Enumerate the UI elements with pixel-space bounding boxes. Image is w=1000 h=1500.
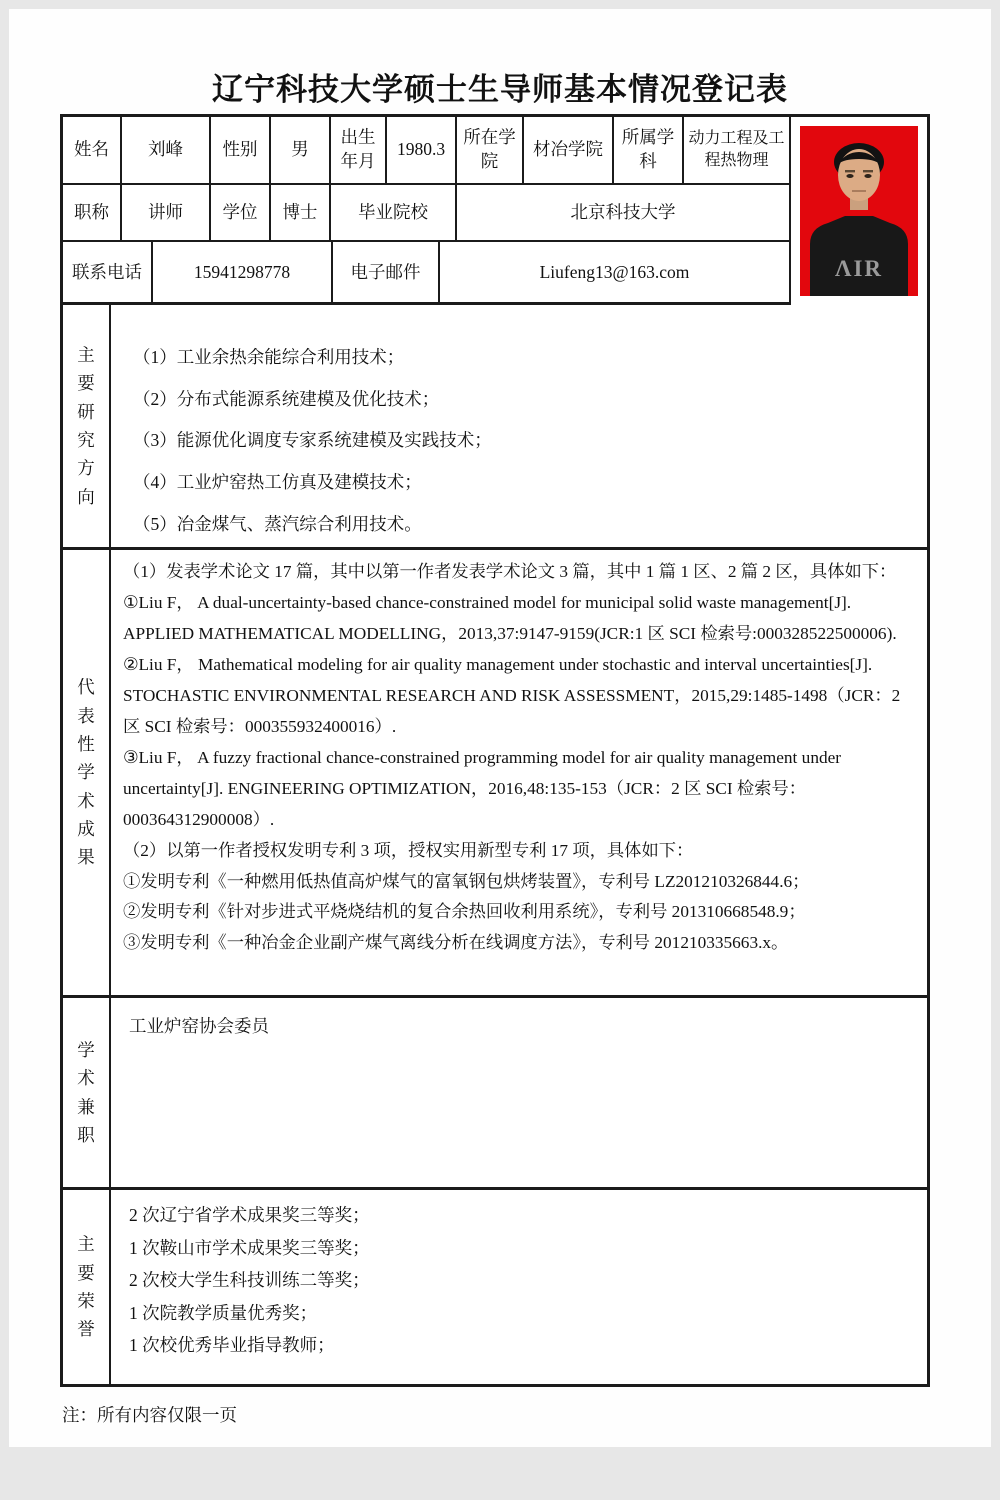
name-value: 刘峰 xyxy=(122,117,211,183)
achievement-paragraph: ①Liu F， A dual-uncertainty-based chance-constrained model for municipal solid waste management[J]. APPLIED MATHEMATICAL MODELLING，2013,37:9147-9159(JCR:1 区 SCI 检索号:000328522500006). xyxy=(123,592,897,643)
section-main-honors xyxy=(63,1190,927,1384)
prof-title-label: 职称 xyxy=(63,185,122,240)
positions-content xyxy=(111,998,927,1187)
name-label: 姓名 xyxy=(63,117,122,183)
school-label: 毕业院校 xyxy=(331,185,457,240)
email-value: Liufeng13@163.com xyxy=(539,261,690,282)
degree-value: 博士 xyxy=(271,185,331,240)
phone-value: 15941298778 xyxy=(153,242,333,303)
research-content xyxy=(111,305,927,547)
page-title: 辽宁科技大学硕士生导师基本情况登记表 xyxy=(212,72,788,107)
college-value: 材冶学院 xyxy=(524,117,614,183)
supervisor-form-table xyxy=(60,114,930,1387)
gender-label: 性别 xyxy=(211,117,271,183)
position-line: 工业炉窑协会委员 xyxy=(129,1016,269,1036)
achievement-paragraph: ③发明专利《一种冶金企业副产煤气离线分析在线调度方法》，专利号 201210335663.x。 xyxy=(123,933,789,953)
achievements-content xyxy=(111,550,927,995)
birth-label: 出生年月 xyxy=(331,117,387,183)
achievements-section-label: 代表性学术成果 xyxy=(77,677,95,868)
id-photo xyxy=(800,126,918,296)
research-line: （3）能源优化调度专家系统建模及实践技术； xyxy=(133,430,492,451)
header-row-title xyxy=(63,185,789,242)
header-row-contact xyxy=(63,242,789,303)
form-sheet xyxy=(9,9,991,1447)
achievement-paragraph: ②发明专利《针对步进式平烧烧结机的复合余热回收利用系统》，专利号 201310668548.9； xyxy=(123,902,806,922)
phone-label: 联系电话 xyxy=(63,242,153,303)
footer-note: 注：所有内容仅限一页 xyxy=(62,1405,237,1425)
school-value: 北京科技大学 xyxy=(570,201,676,222)
honors-content xyxy=(111,1190,927,1384)
research-section-label: 主要研究方向 xyxy=(77,344,95,507)
achievement-paragraph: ③Liu F， A fuzzy fractional chance-constrained programming model for air quality management under uncertainty[J]. ENGINEERING OPTIMIZATION，2016,48:135-153（JCR：2 区 SCI 检索号：000364312900008）. xyxy=(123,747,842,829)
prof-title-value: 讲师 xyxy=(122,185,211,240)
achievement-paragraph: ①发明专利《一种燃用低热值高炉煤气的富氧钢包烘烤装置》，专利号 LZ201210326844.6； xyxy=(123,871,810,891)
college-label: 所在学院 xyxy=(457,117,524,183)
achievement-paragraph: ②Liu F， Mathematical modeling for air quality management under stochastic and interval uncertainties[J]. STOCHASTIC ENVIRONMENTAL RESEARCH AND RISK ASSESSMENT，2015,29:1485-1498（JCR：2 区 SCI 检索号：000355932400016）. xyxy=(123,654,901,736)
section-label-cell xyxy=(63,1190,111,1384)
honor-line: 2 次辽宁省学术成果奖三等奖； xyxy=(129,1205,370,1225)
section-label-cell xyxy=(63,305,111,547)
honor-line: 1 次校优秀毕业指导教师； xyxy=(129,1335,335,1356)
id-photo-cell xyxy=(789,117,927,305)
birth-value: 1980.3 xyxy=(387,117,457,183)
research-line: （5）冶金煤气、蒸汽综合利用技术。 xyxy=(133,513,422,534)
research-line: （1）工业余热余能综合利用技术； xyxy=(133,347,405,367)
honors-section-label: 主要荣誉 xyxy=(77,1234,95,1340)
achievement-paragraph: （1）发表学术论文 17 篇，其中以第一作者发表学术论文 3 篇，其中 1 篇 1 区、2 篇 2 区，具体如下： xyxy=(123,562,897,581)
degree-label: 学位 xyxy=(211,185,271,240)
achievement-paragraph: （2）以第一作者授权发明专利 3 项，授权实用新型专利 17 项，具体如下： xyxy=(123,840,694,860)
honor-line: 2 次校大学生科技训练二等奖； xyxy=(129,1270,370,1291)
section-label-cell xyxy=(63,998,111,1187)
discipline-label: 所属学科 xyxy=(614,117,684,183)
honor-line: 1 次院教学质量优秀奖； xyxy=(129,1302,318,1323)
honor-line: 1 次鞍山市学术成果奖三等奖； xyxy=(129,1237,370,1258)
shirt-print-text: ΛIR xyxy=(834,256,884,281)
section-academic-achievements xyxy=(63,550,927,998)
research-line: （2）分布式能源系统建模及优化技术； xyxy=(133,388,440,409)
section-academic-positions xyxy=(63,998,927,1190)
section-research-directions xyxy=(63,305,927,550)
email-label: 电子邮件 xyxy=(333,242,440,303)
section-label-cell xyxy=(63,550,111,995)
positions-section-label: 学术兼职 xyxy=(77,1039,95,1145)
header-row-basic xyxy=(63,117,789,185)
gender-value: 男 xyxy=(271,117,331,183)
discipline-value: 动力工程及工程热物理 xyxy=(688,130,785,169)
header-info-block xyxy=(63,117,927,305)
research-line: （4）工业炉窑热工仿真及建模技术； xyxy=(133,471,422,492)
